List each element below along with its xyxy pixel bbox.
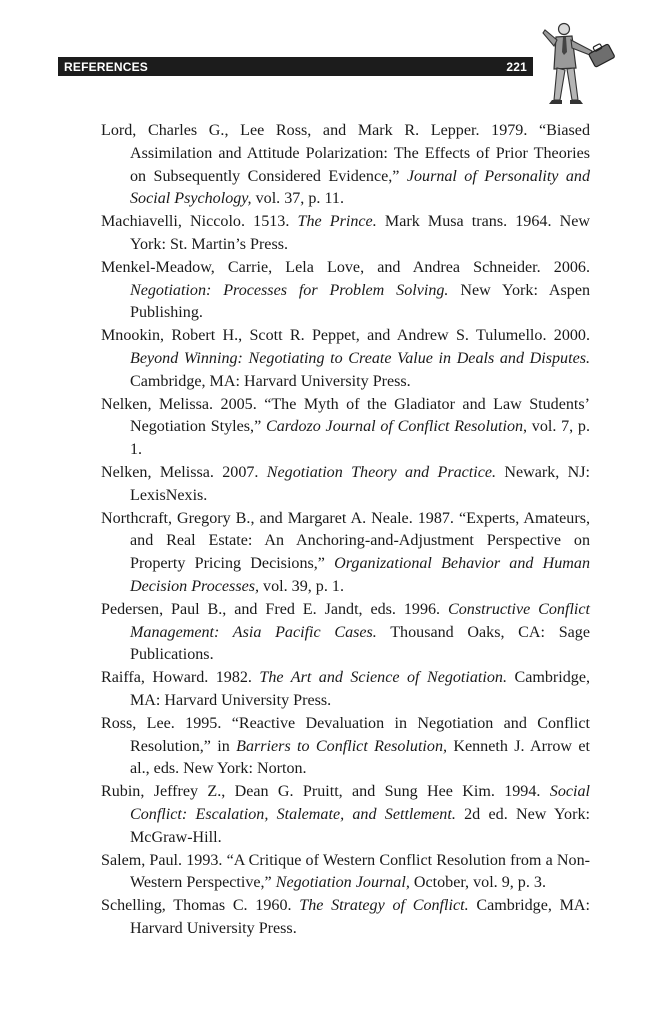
reference-title: The Art and Science of Negotiation. <box>259 669 507 687</box>
reference-entry: Pedersen, Paul B., and Fred E. Jandt, eds. 1996. Constructive Conflict Management: Asia Pacific Cases. Thousand Oaks, CA: Sage Publications. <box>101 600 591 664</box>
reference-title: Negotiation Journal, <box>275 874 410 892</box>
reference-entry: Mnookin, Robert H., Scott R. Peppet, and Andrew S. Tulumello. 2000. Beyond Winning: Negotiating to Create Value in Deals and Disputes. Cambridge, MA: Harvard University Press. <box>101 327 590 390</box>
section-title: REFERENCES <box>64 59 149 74</box>
reference-entry: Menkel-Meadow, Carrie, Lela Love, and Andrea Schneider. 2006. Negotiation: Processes for Problem Solving. New York: Aspen Publishing. <box>101 258 591 322</box>
reference-entry: Machiavelli, Niccolo. 1513. The Prince. Mark Musa trans. 1964. New York: St. Martin’s Press. <box>101 213 590 253</box>
reference-entry: Northcraft, Gregory B., and Margaret A. Neale. 1987. “Experts, Amateurs, and Real Estate: An Anchoring-and-Adjustment Perspective on Property Pricing Decisions,” Organizational Behavior and Human Decision Processes, vol. 39, p. 1. <box>101 509 591 595</box>
reference-title: Negotiation Theory and Practice. <box>266 463 497 481</box>
reference-list <box>101 120 590 941</box>
reference-title: The Strategy of Conflict. <box>299 897 469 915</box>
running-header <box>58 57 533 76</box>
reference-entry: Nelken, Melissa. 2005. “The Myth of the Gladiator and Law Students’ Negotiation Styles,” Cardozo Journal of Conflict Resolution, vol. 7, p. 1. <box>101 395 591 459</box>
reference-title: Barriers to Conflict Resolution, <box>236 737 448 755</box>
reference-entry: Schelling, Thomas C. 1960. The Strategy of Conflict. Cambridge, MA: Harvard University Press. <box>101 897 590 937</box>
page-number: 221 <box>506 59 527 74</box>
reference-entry: Lord, Charles G., Lee Ross, and Mark R. Lepper. 1979. “Biased Assimilation and Attitude Polarization: The Effects of Prior Theories on Subsequently Considered Evidence,” Journal of Personality and Social Psychology, vol. 37, p. 11. <box>101 122 590 208</box>
reference-title: Cardozo Journal of Conflict Resolution <box>265 418 524 436</box>
businessman-with-briefcase-icon <box>540 18 620 110</box>
reference-title: Organizational Behavior and Human Decision Processes, <box>130 555 591 595</box>
reference-title: Constructive Conflict Management: Asia Pacific Cases. <box>130 600 591 641</box>
reference-title: Beyond Winning: Negotiating to Create Value in Deals and Disputes. <box>130 349 590 367</box>
reference-title: Journal of Personality and Social Psychology, <box>130 167 590 208</box>
reference-title: The Prince. <box>297 213 377 231</box>
reference-entry: Salem, Paul. 1993. “A Critique of Western Conflict Resolution from a Non-Western Perspective,” Negotiation Journal, October, vol. 9, p. 3. <box>101 851 590 892</box>
reference-title: Social Conflict: Escalation, Stalemate, and Settlement. <box>130 783 590 823</box>
reference-entry: Nelken, Melissa. 2007. Negotiation Theory and Practice. Newark, NJ: LexisNexis. <box>101 463 590 504</box>
reference-title: Negotiation: Processes for Problem Solving. <box>130 281 449 299</box>
reference-entry: Raiffa, Howard. 1982. The Art and Science of Negotiation. Cambridge, MA: Harvard University Press. <box>101 669 590 709</box>
reference-entry: Rubin, Jeffrey Z., Dean G. Pruitt, and Sung Hee Kim. 1994. Social Conflict: Escalation, Stalemate, and Settlement. 2d ed. New York: McGraw-Hill. <box>101 783 590 846</box>
reference-entry: Ross, Lee. 1995. “Reactive Devaluation in Negotiation and Conflict Resolution,” in Barriers to Conflict Resolution, Kenneth J. Arrow et al., eds. New York: Norton. <box>101 714 590 778</box>
